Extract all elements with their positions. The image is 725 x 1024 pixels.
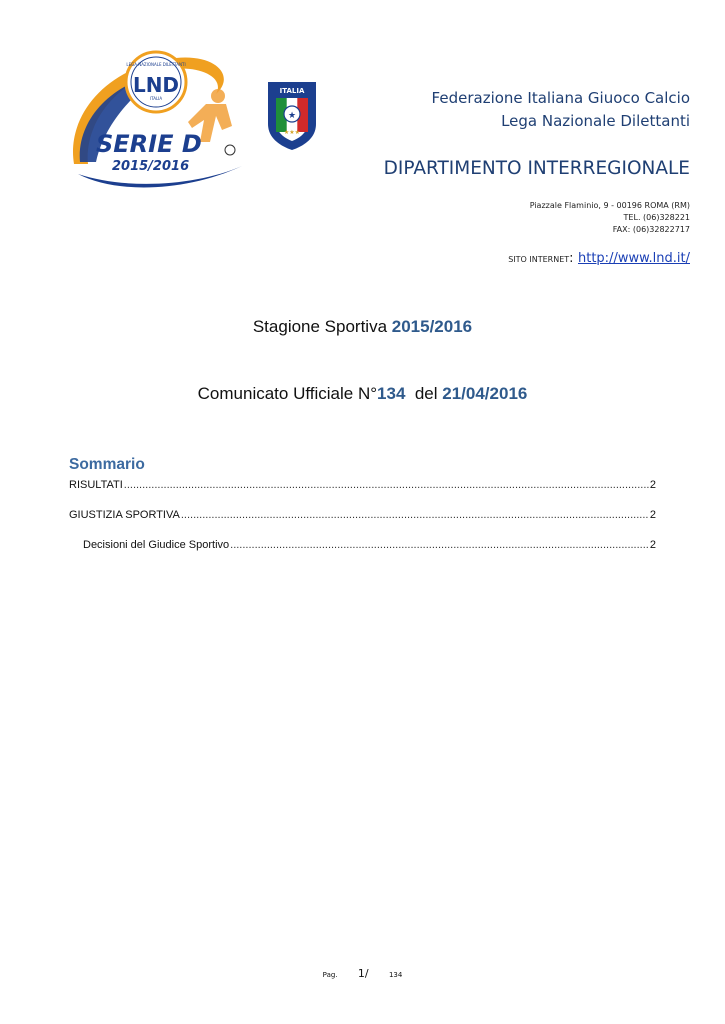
season-line — [0, 317, 725, 337]
footer-page-number: 1 — [357, 967, 365, 980]
website-link[interactable]: http://www.lnd.it/ — [578, 251, 690, 266]
communique-number: 134 — [377, 384, 406, 403]
season-logo-text: 2015/2016 — [112, 159, 190, 174]
serie-d-text: SERIE D — [96, 130, 202, 158]
website-label: SITO INTERNET — [508, 255, 570, 264]
department-title: DIPARTIMENTO INTERREGIONALE — [383, 158, 690, 179]
fax-line: FAX: (06)32822717 — [612, 225, 690, 234]
toc-entry-label: Decisioni del Giudice Sportivo — [83, 539, 230, 551]
website-row — [508, 249, 690, 267]
lnd-serie-d-logo — [66, 46, 246, 192]
figc-italia-text: ITALIA — [279, 87, 305, 95]
footer-separator: / — [364, 967, 369, 980]
figc-italia-shield-logo — [266, 80, 318, 152]
communique-line — [0, 384, 725, 404]
toc-leader-dots — [230, 539, 649, 551]
lnd-mark-text: LND — [132, 73, 180, 97]
toc-entry-page: 2 — [649, 479, 656, 491]
website-colon: : — [569, 251, 574, 266]
toc-leader-dots — [181, 509, 649, 521]
toc-entry-label: GIUSTIZIA SPORTIVA — [69, 509, 180, 521]
summary-title: Sommario — [69, 456, 145, 473]
toc-entry-risultati[interactable] — [69, 479, 656, 491]
toc-entry-page: 2 — [649, 539, 656, 551]
season-value: 2015/2016 — [391, 317, 473, 336]
svg-text:★★★: ★★★ — [283, 129, 301, 136]
toc-entry-decisioni-giudice[interactable] — [83, 539, 656, 551]
ball-icon — [225, 145, 235, 155]
lnd-ring-text: LEGA NAZIONALE DILETTANTI — [126, 62, 186, 67]
address-line: Piazzale Flaminio, 9 - 00196 ROMA (RM) — [529, 201, 690, 210]
tel-line: TEL. (06)328221 — [623, 213, 690, 222]
toc-entry-label: RISULTATI — [69, 479, 123, 491]
toc-entry-giustizia-sportiva[interactable] — [69, 509, 656, 521]
page-footer — [0, 962, 725, 981]
org-name-line2: Lega Nazionale Dilettanti — [501, 112, 690, 130]
svg-text:★: ★ — [287, 111, 297, 121]
communique-label: Comunicato Ufficiale N° — [197, 384, 378, 403]
toc-leader-dots — [124, 479, 649, 491]
footer-total-pages: 134 — [388, 971, 403, 979]
season-label: Stagione Sportiva — [252, 317, 392, 336]
lnd-sub-text: ITALIA — [149, 96, 163, 101]
footer-page-label: Pag. — [322, 971, 338, 979]
toc-entry-page: 2 — [649, 509, 656, 521]
communique-date: 21/04/2016 — [442, 384, 528, 403]
org-name-line1: Federazione Italiana Giuoco Calcio — [431, 89, 690, 107]
communique-date-label: del — [405, 384, 443, 403]
